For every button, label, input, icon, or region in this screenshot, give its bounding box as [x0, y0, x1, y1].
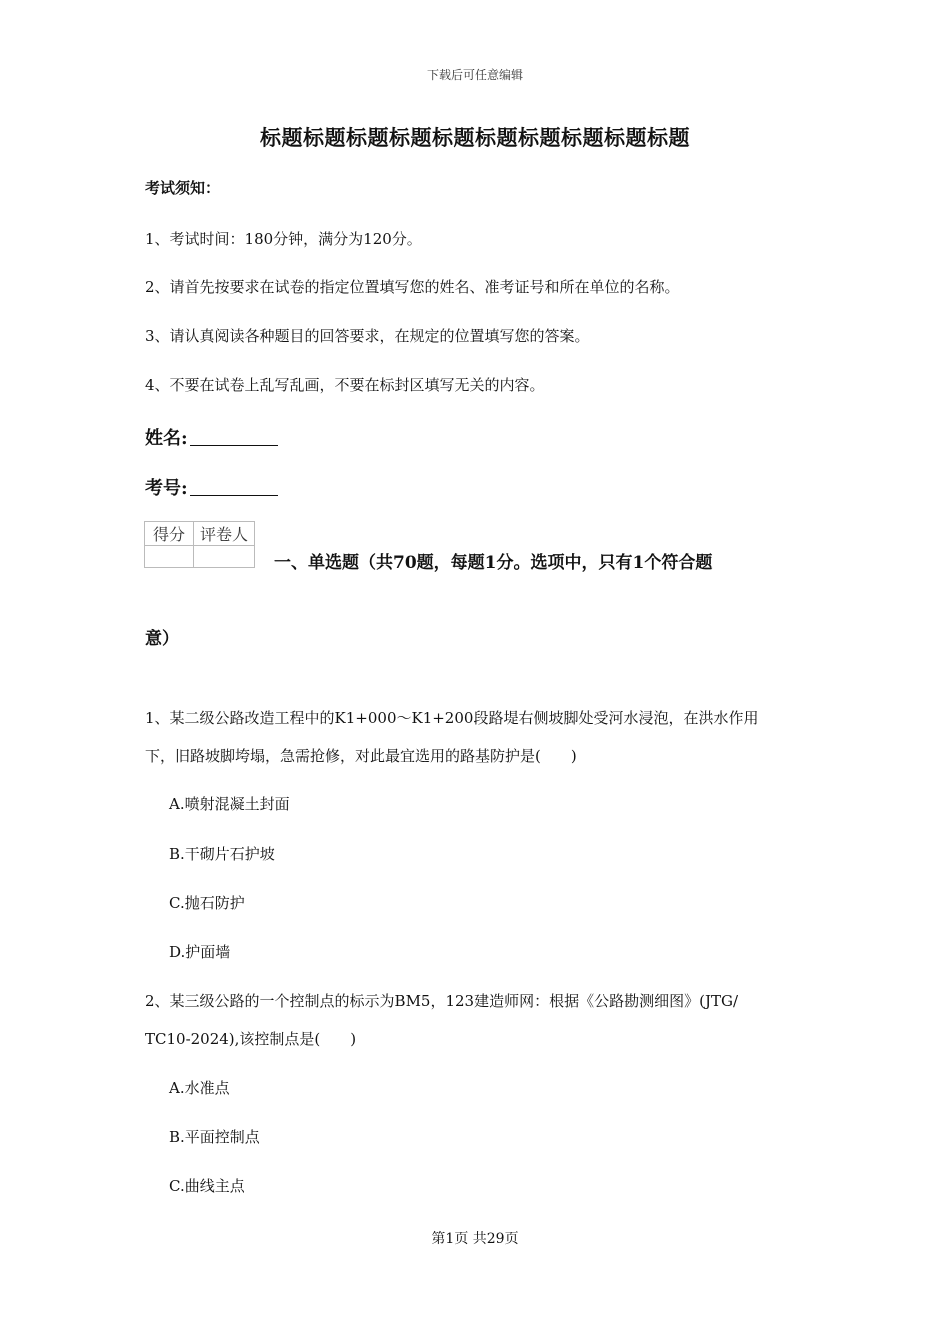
score-header: 得分 — [145, 522, 194, 546]
question-1-option-c: C.抛石防护 — [169, 894, 245, 912]
question-2-text-line: TC10-2024),该控制点是( ) — [145, 1030, 357, 1048]
section-title: 一、单选题（共70题，每题1分。选项中，只有1个符合题 — [274, 553, 713, 573]
notice-item: 4、不要在试卷上乱写乱画，不要在标封区填写无关的内容。 — [145, 376, 545, 394]
name-field — [145, 424, 278, 450]
question-1-text-line: 下，旧路坡脚垮塌，急需抢修，对此最宜选用的路基防护是( ) — [145, 747, 577, 765]
question-1-option-a: A.喷射混凝土封面 — [169, 795, 290, 813]
page-title: 标题标题标题标题标题标题标题标题标题标题 — [260, 125, 690, 150]
page-footer: 第1页 共29页 — [431, 1231, 519, 1247]
notice-heading: 考试须知： — [145, 179, 221, 197]
question-1-option-d: D.护面墙 — [169, 943, 231, 961]
section-title-continuation: 意） — [145, 629, 179, 649]
exam-number-label: 考号: — [145, 478, 188, 499]
name-label: 姓名: — [145, 428, 188, 449]
grader-cell[interactable] — [194, 546, 255, 568]
question-2-option-a: A.水准点 — [169, 1079, 230, 1097]
header-note: 下载后可任意编辑 — [426, 68, 523, 82]
score-table-header-row — [145, 522, 255, 546]
score-cell[interactable] — [145, 546, 194, 568]
question-2-text-line: 2、某三级公路的一个控制点的标示为BM5，123建造师网：根据《公路勘测细图》(JTG/ — [145, 992, 739, 1010]
grader-header: 评卷人 — [194, 522, 255, 546]
score-table-empty-row — [145, 546, 255, 568]
question-1-option-b: B.干砌片石护坡 — [169, 845, 275, 863]
score-table — [144, 521, 255, 568]
question-2-option-c: C.曲线主点 — [169, 1177, 245, 1195]
notice-item: 2、请首先按要求在试卷的指定位置填写您的姓名、准考证号和所在单位的名称。 — [145, 278, 680, 296]
exam-number-field — [145, 474, 278, 500]
question-2-option-b: B.平面控制点 — [169, 1128, 260, 1146]
notice-item: 3、请认真阅读各种题目的回答要求，在规定的位置填写您的答案。 — [145, 327, 590, 345]
name-blank-line[interactable] — [190, 427, 278, 446]
exam-number-blank-line[interactable] — [190, 477, 278, 496]
question-1-text-line: 1、某二级公路改造工程中的K1+000～K1+200段路堤右侧坡脚处受河水浸泡，在洪水作用 — [145, 709, 759, 727]
notice-item: 1、考试时间：180分钟，满分为120分。 — [145, 230, 422, 248]
